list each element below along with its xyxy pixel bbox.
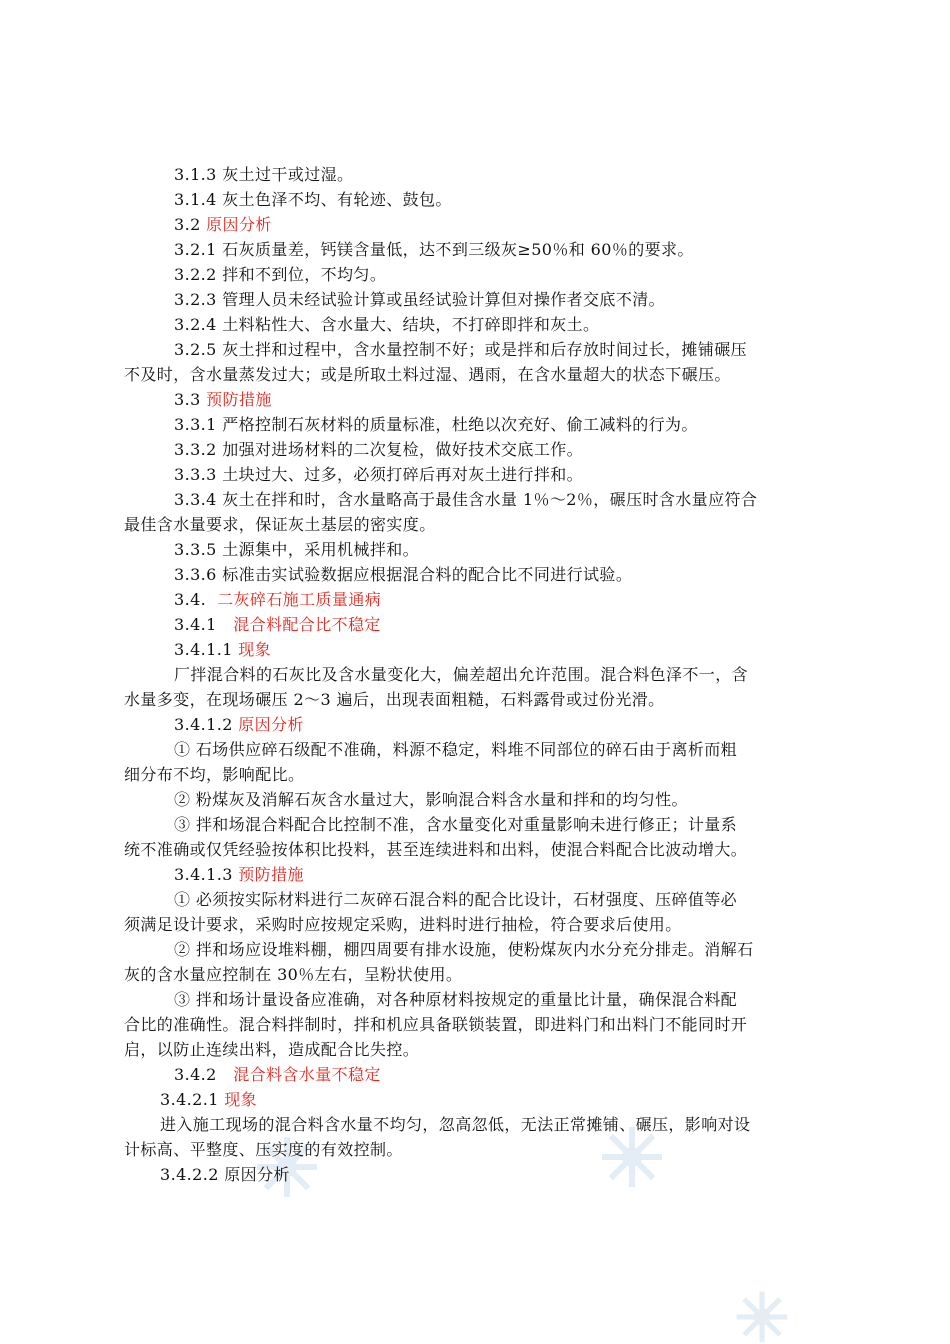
section-3-3-2: 3.3.2 加强对进场材料的二次复检，做好技术交底工作。: [174, 440, 584, 459]
heading-3-4-1-2: 3.4.1.2 原因分析: [174, 715, 304, 734]
section-3-2-4: 3.2.4 土料粘性大、含水量大、结块，不打碎即拌和灰土。: [174, 315, 600, 334]
section-3-2-1: 3.2.1 石灰质量差，钙镁含量低，达不到三级灰≥50％和 60％的要求。: [174, 240, 694, 259]
measure-item-3-cont2: 启，以防止连续出料，造成配合比失控。: [124, 1040, 420, 1059]
section-3-1-4: 3.1.4 灰土色泽不均、有轮迹、鼓包。: [174, 190, 452, 209]
measure-item-2-cont: 灰的含水量应控制在 30％左右，呈粉状使用。: [124, 965, 463, 984]
cause-item-3: ③ 拌和场混合料配合比控制不准，含水量变化对重量影响未进行修正；计量系: [174, 815, 738, 834]
cause-item-1: ① 石场供应碎石级配不准确，料源不稳定，料堆不同部位的碎石由于离析而粗: [174, 740, 738, 759]
measure-item-3-cont: 合比的准确性。混合料拌制时，拌和机应具备联锁装置，即进料门和出料门不能同时开: [124, 1015, 748, 1034]
heading-3-4-2-2: 3.4.2.2 原因分析: [160, 1165, 290, 1184]
section-3-1-3: 3.1.3 灰土过干或过湿。: [174, 165, 354, 184]
heading-3-4-2: 3.4.2 混合料含水量不稳定: [174, 1065, 381, 1084]
heading-3-4: 3.4. 二灰碎石施工质量通病: [174, 590, 382, 609]
cause-item-1-cont: 细分布不均，影响配比。: [124, 765, 305, 784]
heading-3-4-1-3: 3.4.1.3 预防措施: [174, 865, 304, 884]
para-phenomenon-1: 厂拌混合料的石灰比及含水量变化大，偏差超出允许范围。混合料色泽不一，含: [174, 665, 749, 684]
measure-item-1-cont: 须满足设计要求，采购时应按规定采购，进料时进行抽检，符合要求后使用。: [124, 915, 682, 934]
section-3-3-3: 3.3.3 土块过大、过多，必须打碎后再对灰土进行拌和。: [174, 465, 584, 484]
watermark-snowflake-icon: [730, 1290, 794, 1344]
heading-3-2: 3.2 原因分析: [174, 215, 272, 234]
measure-item-2: ② 拌和场应设堆料棚，棚四周要有排水设施，使粉煤灰内水分充分排走。消解石: [174, 940, 754, 959]
section-3-2-3: 3.2.3 管理人员未经试验计算或虽经试验计算但对操作者交底不清。: [174, 290, 666, 309]
section-3-3-6: 3.3.6 标准击实试验数据应根据混合料的配合比不同进行试验。: [174, 565, 633, 584]
para-phenomenon-1-cont: 水量多变，在现场碾压 2～3 遍后，出现表面粗糙，石料露骨或过份光滑。: [124, 690, 665, 709]
para-phenomenon-2: 进入施工现场的混合料含水量不均匀，忽高忽低，无法正常摊铺、碾压，影响对设: [160, 1115, 751, 1134]
section-3-2-5: 3.2.5 灰土拌和过程中，含水量控制不好；或是拌和后存放时间过长，摊铺碾压: [174, 340, 748, 359]
para-phenomenon-2-cont: 计标高、平整度、压实度的有效控制。: [124, 1140, 403, 1159]
heading-3-4-1: 3.4.1 混合料配合比不稳定: [174, 615, 381, 634]
section-3-3-4-cont: 最佳含水量要求，保证灰土基层的密实度。: [124, 515, 436, 534]
heading-3-4-1-1: 3.4.1.1 现象: [174, 640, 272, 659]
cause-item-3-cont: 统不准确或仅凭经验按体积比投料，甚至连续进料和出料，使混合料配合比波动增大。: [124, 840, 748, 859]
heading-3-4-2-1: 3.4.2.1 现象: [160, 1090, 258, 1109]
heading-3-3: 3.3 预防措施: [174, 390, 272, 409]
section-3-2-2: 3.2.2 拌和不到位，不均匀。: [174, 265, 387, 284]
measure-item-1: ① 必须按实际材料进行二灰碎石混合料的配合比设计，石材强度、压碎值等必: [174, 890, 738, 909]
section-3-3-5: 3.3.5 土源集中，采用机械拌和。: [174, 540, 420, 559]
cause-item-2: ② 粉煤灰及消解石灰含水量过大，影响混合料含水量和拌和的均匀性。: [174, 790, 688, 809]
measure-item-3: ③ 拌和场计量设备应准确，对各种原材料按规定的重量比计量，确保混合料配: [174, 990, 738, 1009]
section-3-3-1: 3.3.1 严格控制石灰材料的质量标准，杜绝以次充好、偷工减料的行为。: [174, 415, 698, 434]
section-3-3-4: 3.3.4 灰土在拌和时，含水量略高于最佳含水量 1％～2％，碾压时含水量应符合: [174, 490, 758, 509]
section-3-2-5-cont: 不及时，含水量蒸发过大；或是所取土料过湿、遇雨，在含水量超大的状态下碾压。: [124, 365, 731, 384]
